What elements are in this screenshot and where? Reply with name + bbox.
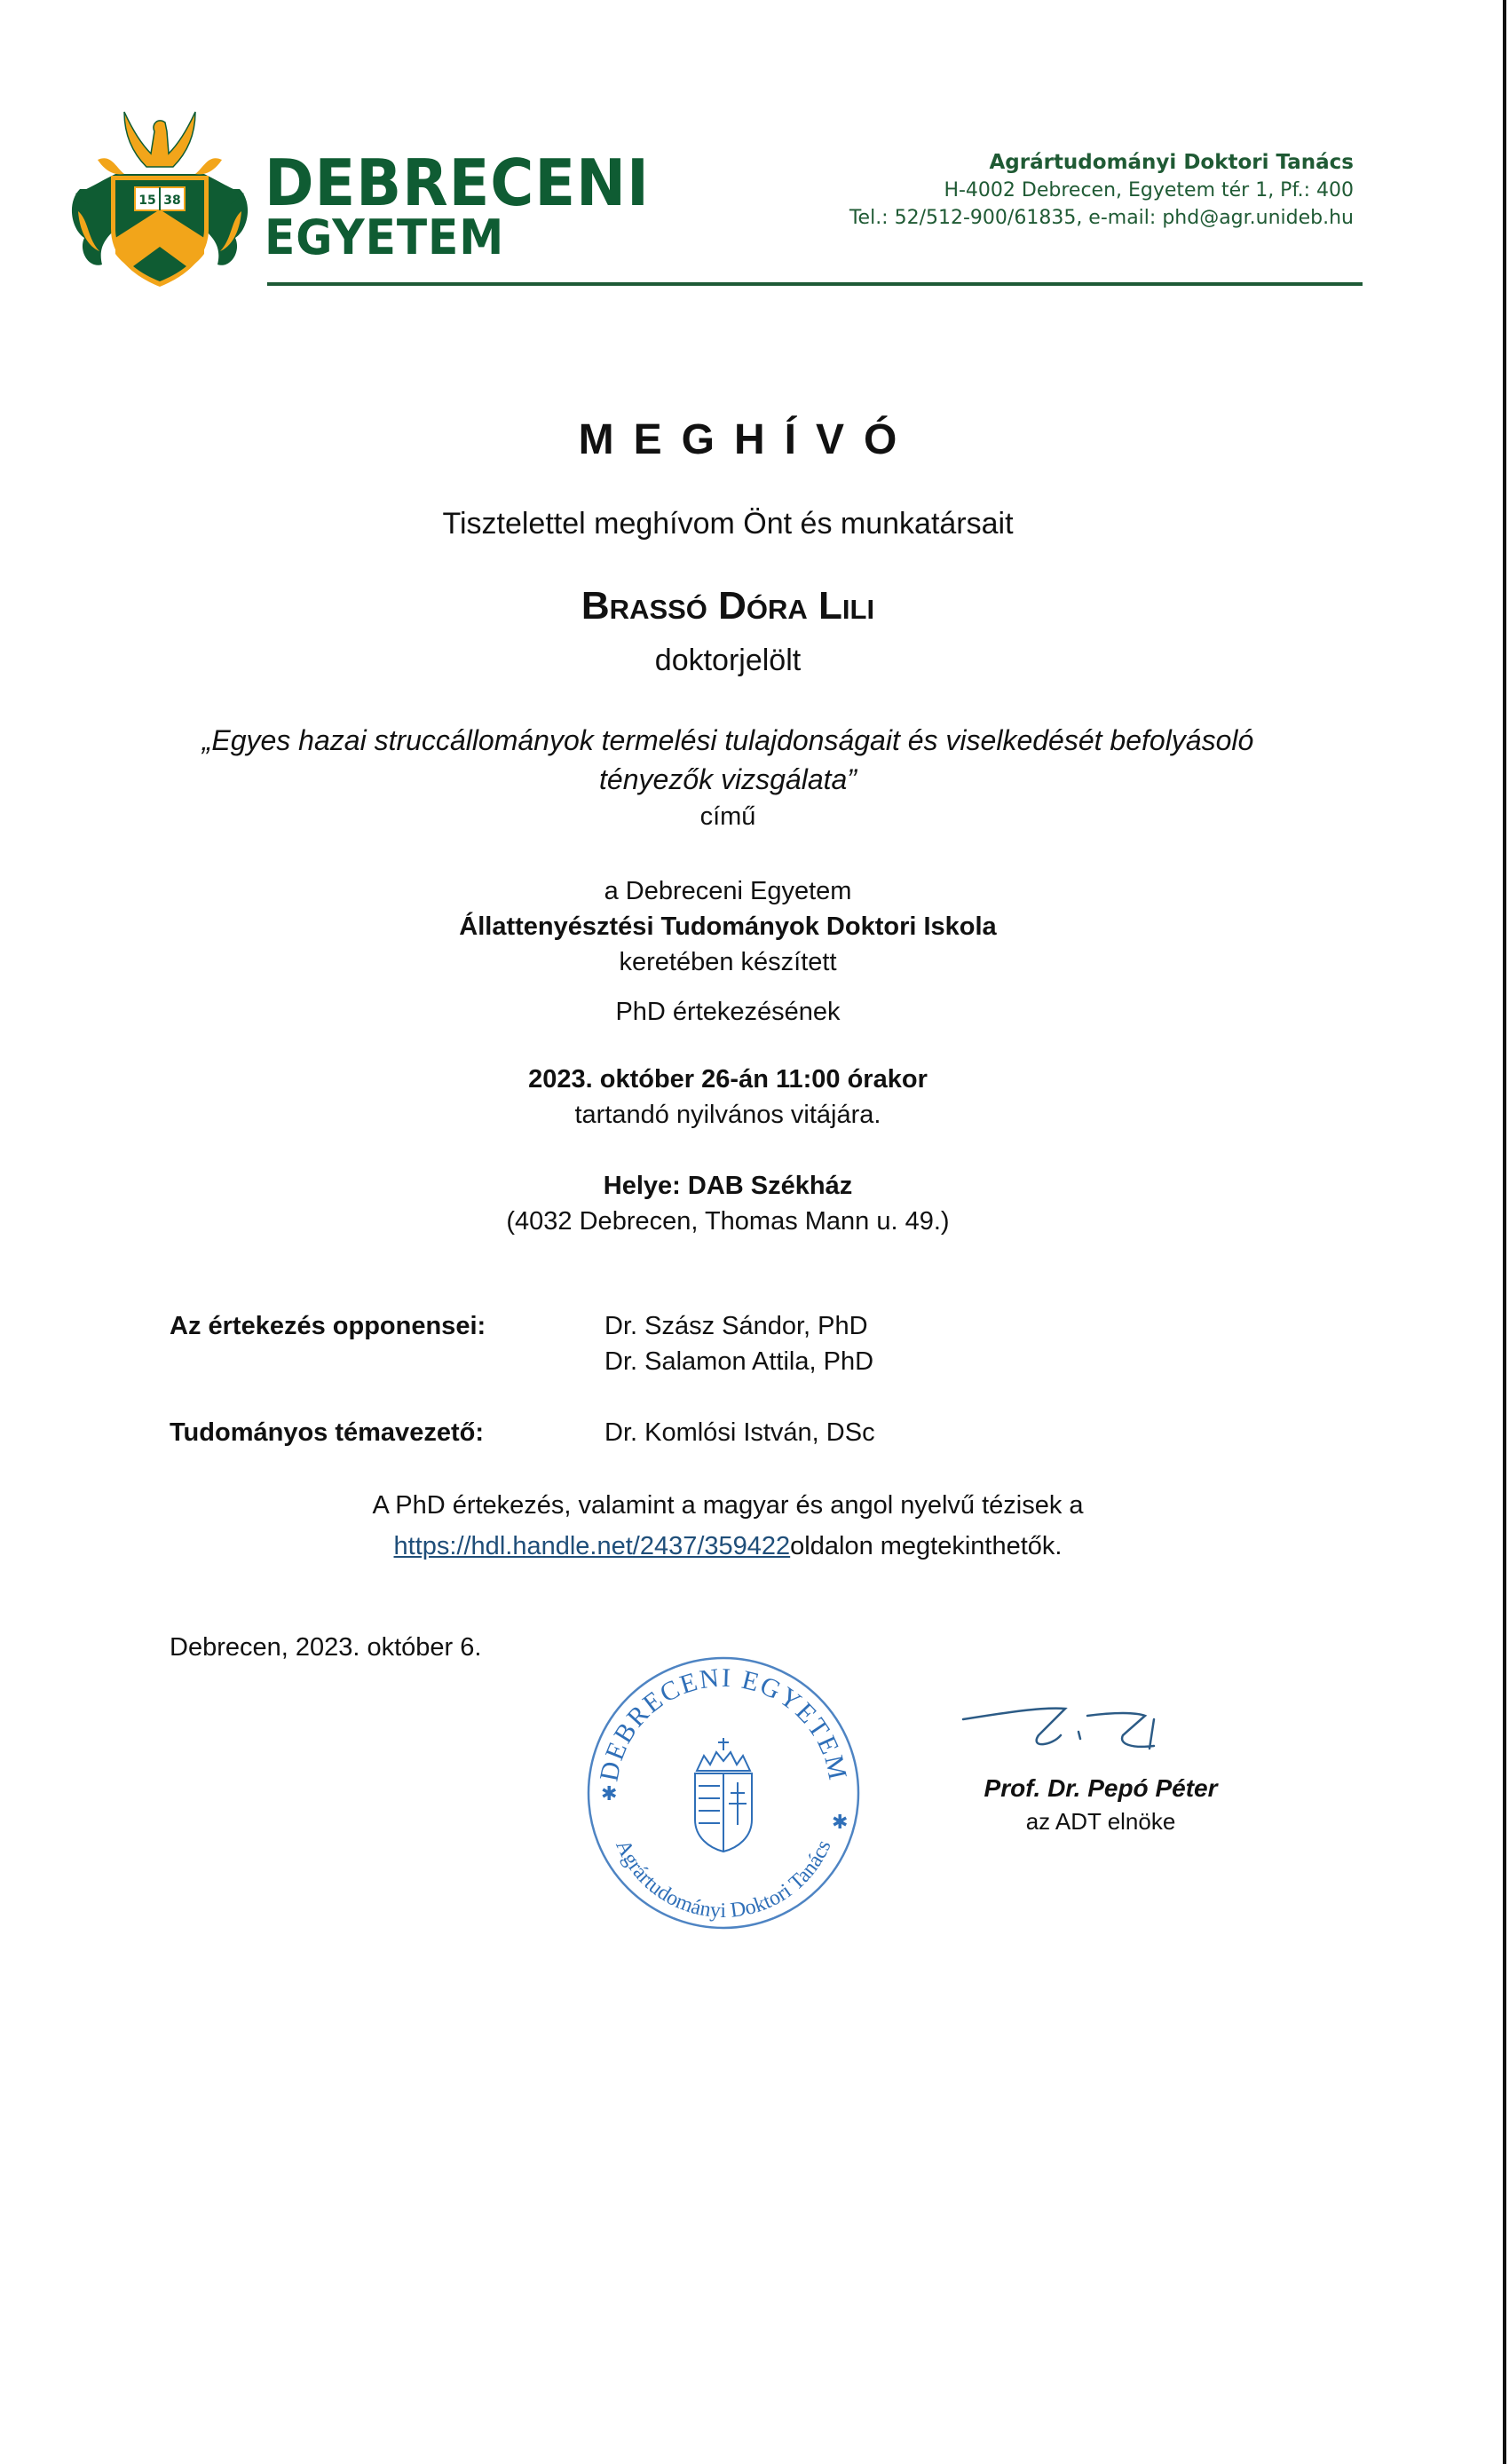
page-title: MEGHÍVÓ <box>578 416 917 463</box>
supervisor-label: Tudományos témavezető: <box>170 1418 484 1447</box>
venue-address: (4032 Debrecen, Thomas Mann u. 49.) <box>506 1207 950 1236</box>
signature <box>954 1700 1176 1762</box>
stamp-text-top: DEBRECENI EGYETEM <box>594 1662 853 1784</box>
thesis-title <box>0 721 1456 799</box>
availability-text: A PhD értekezés, valamint a magyar és angol nyelvű tézisek a <box>372 1491 1084 1520</box>
greeting: Tisztelettel meghívom Önt és munkatársait <box>442 507 1014 541</box>
stamp-text-bottom: Agrártudományi Doktori Tanács <box>611 1836 836 1923</box>
org-contact-block <box>849 149 1354 232</box>
thesis-title-line1: „Egyes hazai struccállományok termelési tulajdonságait és viselkedését befolyásoló <box>201 724 1254 756</box>
header-divider <box>267 282 1363 286</box>
university-line: a Debreceni Egyetem <box>604 877 852 905</box>
official-stamp <box>581 1651 865 1935</box>
brand-name-line2: EGYETEM <box>265 209 505 265</box>
university-crest-logo <box>62 105 257 291</box>
prepared-line: keretében készített <box>619 948 837 976</box>
availability-link-line <box>0 1528 1456 1564</box>
venue: Helye: DAB Székház <box>603 1172 853 1200</box>
thesis-link[interactable]: https://hdl.handle.net/2437/359422 <box>393 1532 791 1560</box>
stamp-star-icon: ✱ <box>832 1812 849 1834</box>
thesis-suffix: című <box>699 802 756 831</box>
logo-book-right: 38 <box>163 193 181 208</box>
public-defense-line: tartandó nyilvános vitájára. <box>574 1101 881 1129</box>
brand-name-line1: DEBRECENI <box>265 146 650 220</box>
signer-name: Prof. Dr. Pepó Péter <box>984 1774 1218 1802</box>
opponent-2: Dr. Salamon Attila, PhD <box>604 1347 874 1376</box>
opponent-1: Dr. Szász Sándor, PhD <box>604 1312 868 1340</box>
coat-of-arms-icon <box>695 1738 752 1852</box>
place-date: Debrecen, 2023. október 6. <box>170 1633 482 1662</box>
scan-edge-line <box>1503 0 1506 2464</box>
logo-book-left: 15 <box>138 193 156 208</box>
signer-role: az ADT elnöke <box>1025 1808 1176 1835</box>
org-name: Agrártudományi Doktori Tanács <box>989 151 1354 174</box>
candidate-name: Brassó Dóra Lili <box>581 584 875 628</box>
availability-suffix: oldalon megtekinthetők. <box>790 1532 1063 1560</box>
opponents-label: Az értekezés opponensei: <box>170 1312 486 1340</box>
supervisor: Dr. Komlósi István, DSc <box>604 1418 875 1447</box>
dissertation-line: PhD értekezésének <box>615 998 841 1026</box>
thesis-title-line2: tényezők vizsgálata” <box>599 763 857 795</box>
stamp-star-icon: ✱ <box>601 1783 618 1805</box>
org-contact: Tel.: 52/512-900/61835, e-mail: phd@agr.unideb.hu <box>849 207 1354 229</box>
org-address: H-4002 Debrecen, Egyetem tér 1, Pf.: 400 <box>944 179 1354 201</box>
candidate-role: doktorjelölt <box>654 644 802 677</box>
doctoral-school: Állattenyésztési Tudományok Doktori Iskola <box>459 912 997 941</box>
defense-datetime: 2023. október 26-án 11:00 órakor <box>528 1065 928 1094</box>
